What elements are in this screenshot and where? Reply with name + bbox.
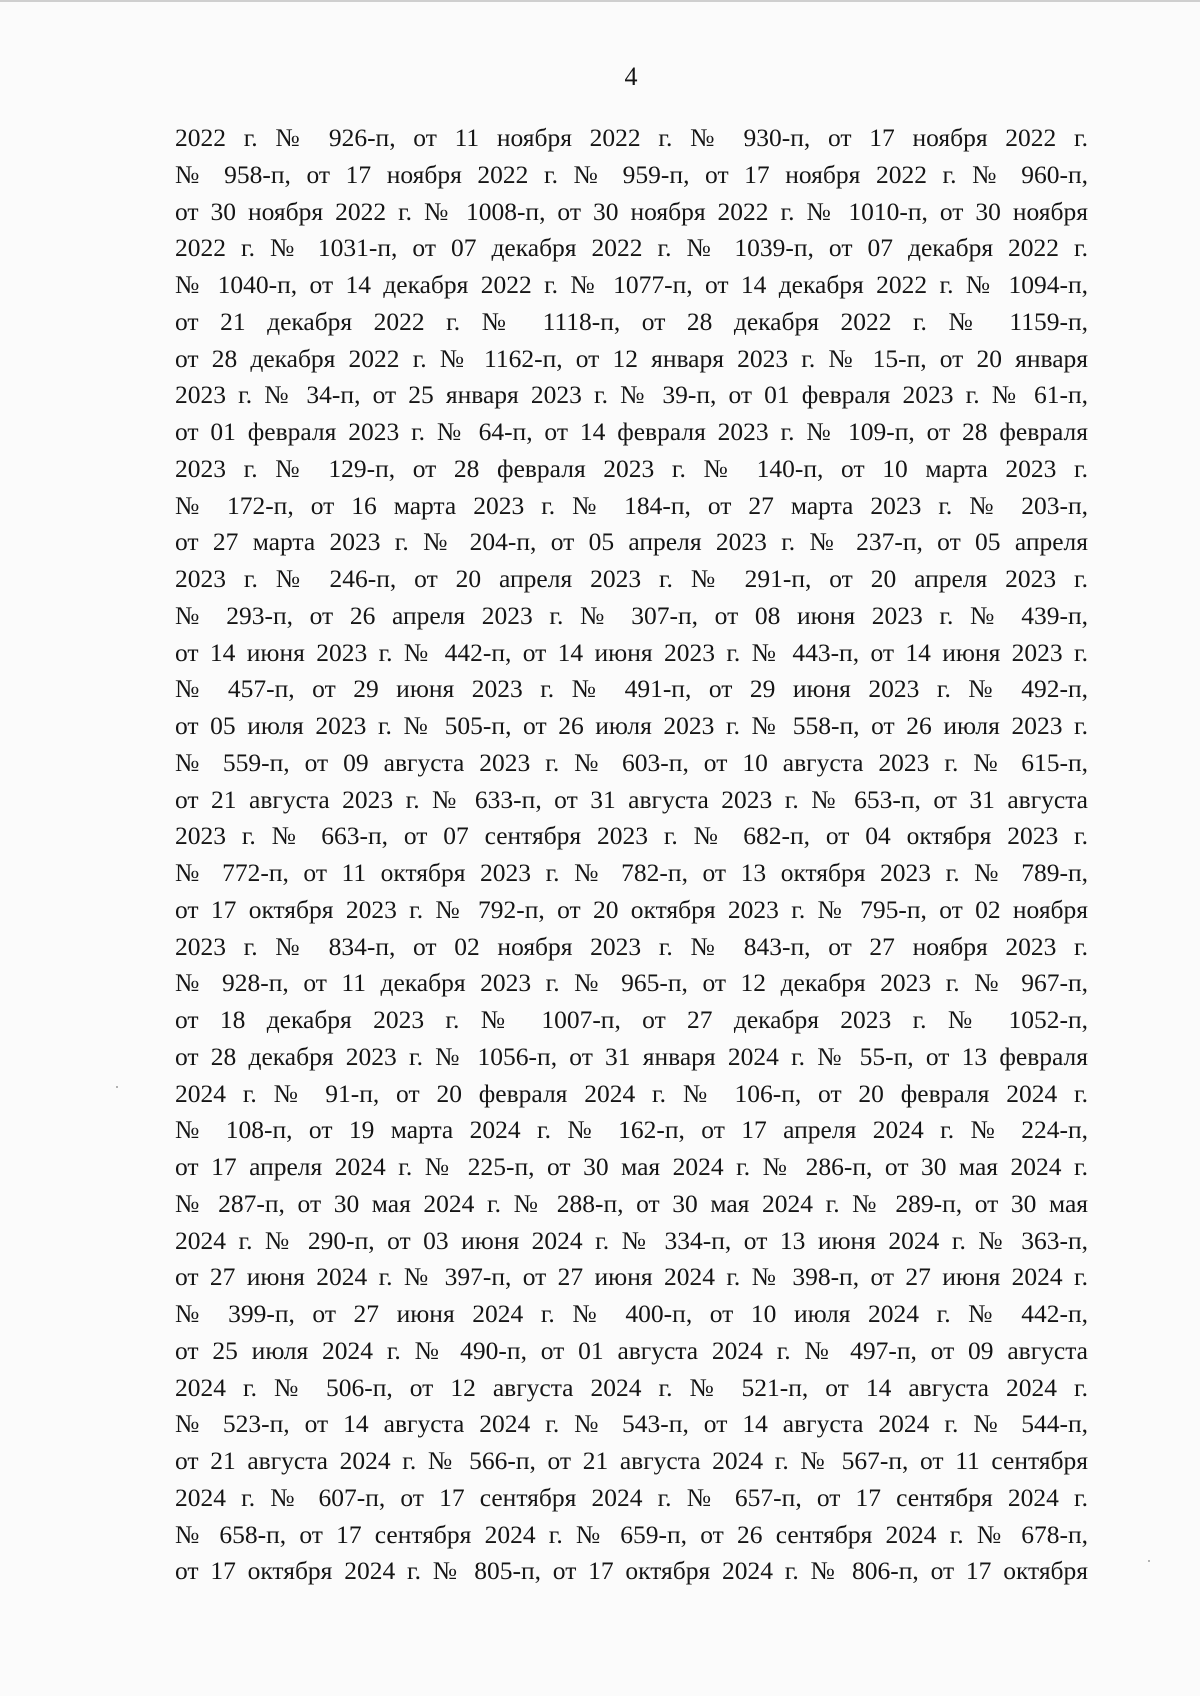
text-line: от 17 октября 2024 г. № 805-п, от 17 октября 2024 г. № 806-п, от 17 октября xyxy=(175,1556,1088,1586)
text-line: от 14 июня 2023 г. № 442-п, от 14 июня 2023 г. № 443-п, от 14 июня 2023 г. xyxy=(175,637,1088,667)
page-number: 4 xyxy=(624,62,638,91)
text-line: № 287-п, от 30 мая 2024 г. № 288-п, от 30 мая 2024 г. № 289-п, от 30 мая xyxy=(175,1188,1088,1218)
text-line: № 523-п, от 14 августа 2024 г. № 543-п, от 14 августа 2024 г. № 544-п, xyxy=(175,1409,1088,1439)
text-line: 2024 г. № 290-п, от 03 июня 2024 г. № 334-п, от 13 июня 2024 г. № 363-п, xyxy=(175,1225,1088,1255)
text-line: № 559-п, от 09 августа 2023 г. № 603-п, от 10 августа 2023 г. № 615-п, xyxy=(175,747,1088,777)
text-line: от 21 августа 2023 г. № 633-п, от 31 августа 2023 г. № 653-п, от 31 августа xyxy=(175,784,1088,814)
text-line: от 25 июля 2024 г. № 490-п, от 01 августа 2024 г. № 497-п, от 09 августа xyxy=(175,1335,1088,1365)
text-line: от 30 ноября 2022 г. № 1008-п, от 30 ноября 2022 г. № 1010-п, от 30 ноября xyxy=(175,196,1088,226)
text-line: № 1040-п, от 14 декабря 2022 г. № 1077-п, от 14 декабря 2022 г. № 1094-п, xyxy=(175,270,1088,299)
text-line: 2023 г. № 34-п, от 25 января 2023 г. № 39-п, от 01 февраля 2023 г. № 61-п, xyxy=(175,380,1088,410)
text-line: № 172-п, от 16 марта 2023 г. № 184-п, от 27 марта 2023 г. № 203-п, xyxy=(175,490,1088,520)
text-line: № 399-п, от 27 июня 2024 г. № 400-п, от 10 июля 2024 г. № 442-п, xyxy=(175,1299,1088,1328)
text-line: от 01 февраля 2023 г. № 64-п, от 14 февраля 2023 г. № 109-п, от 28 февраля xyxy=(175,417,1088,446)
text-line: от 17 октября 2023 г. № 792-п, от 20 октября 2023 г. № 795-п, от 02 ноября xyxy=(175,894,1088,924)
scan-top-edge xyxy=(0,0,1200,2)
text-line: 2023 г. № 246-п, от 20 апреля 2023 г. № 291-п, от 20 апреля 2023 г. xyxy=(175,564,1088,593)
text-line: 2022 г. № 1031-п, от 07 декабря 2022 г. № 1039-п, от 07 декабря 2022 г. xyxy=(175,233,1088,263)
text-line: от 28 декабря 2022 г. № 1162-п, от 12 января 2023 г. № 15-п, от 20 января xyxy=(175,343,1088,373)
scan-speck xyxy=(1148,1560,1150,1562)
text-line: от 21 декабря 2022 г. № 1118-п, от 28 декабря 2022 г. № 1159-п, xyxy=(175,306,1088,336)
text-line: 2023 г. № 129-п, от 28 февраля 2023 г. № 140-п, от 10 марта 2023 г. xyxy=(175,453,1088,483)
text-line: 2023 г. № 663-п, от 07 сентября 2023 г. № 682-п, от 04 октября 2023 г. xyxy=(175,821,1088,851)
text-line: 2024 г. № 607-п, от 17 сентября 2024 г. № 657-п, от 17 сентября 2024 г. xyxy=(175,1482,1088,1512)
body-text xyxy=(175,120,1088,1590)
text-line: № 928-п, от 11 декабря 2023 г. № 965-п, от 12 декабря 2023 г. № 967-п, xyxy=(175,968,1088,998)
text-line: 2024 г. № 91-п, от 20 февраля 2024 г. № 106-п, от 20 февраля 2024 г. xyxy=(175,1078,1088,1108)
text-line: от 27 марта 2023 г. № 204-п, от 05 апреля 2023 г. № 237-п, от 05 апреля xyxy=(175,527,1088,557)
scan-speck xyxy=(116,1086,118,1088)
text-line: № 658-п, от 17 сентября 2024 г. № 659-п, от 26 сентября 2024 г. № 678-п, xyxy=(175,1519,1088,1549)
text-line: № 958-п, от 17 ноября 2022 г. № 959-п, от 17 ноября 2022 г. № 960-п, xyxy=(175,159,1088,189)
text-line: № 108-п, от 19 марта 2024 г. № 162-п, от 17 апреля 2024 г. № 224-п, xyxy=(175,1115,1088,1145)
text-line: № 457-п, от 29 июня 2023 г. № 491-п, от 29 июня 2023 г. № 492-п, xyxy=(175,674,1088,704)
text-line: № 293-п, от 26 апреля 2023 г. № 307-п, от 08 июня 2023 г. № 439-п, xyxy=(175,600,1088,630)
text-line: от 05 июля 2023 г. № 505-п, от 26 июля 2023 г. № 558-п, от 26 июля 2023 г. xyxy=(175,711,1088,740)
text-line: от 21 августа 2024 г. № 566-п, от 21 августа 2024 г. № 567-п, от 11 сентября xyxy=(175,1446,1088,1475)
text-line: от 17 апреля 2024 г. № 225-п, от 30 мая 2024 г. № 286-п, от 30 мая 2024 г. xyxy=(175,1152,1088,1181)
text-line: от 28 декабря 2023 г. № 1056-п, от 31 января 2024 г. № 55-п, от 13 февраля xyxy=(175,1041,1088,1071)
text-line: от 27 июня 2024 г. № 397-п, от 27 июня 2024 г. № 398-п, от 27 июня 2024 г. xyxy=(175,1262,1088,1292)
text-line: 2023 г. № 834-п, от 02 ноября 2023 г. № 843-п, от 27 ноября 2023 г. xyxy=(175,931,1088,961)
text-line: 2022 г. № 926-п, от 11 ноября 2022 г. № 930-п, от 17 ноября 2022 г. xyxy=(175,123,1088,152)
text-line: № 772-п, от 11 октября 2023 г. № 782-п, от 13 октября 2023 г. № 789-п, xyxy=(175,858,1088,887)
text-line: 2024 г. № 506-п, от 12 августа 2024 г. № 521-п, от 14 августа 2024 г. xyxy=(175,1372,1088,1402)
text-line: от 18 декабря 2023 г. № 1007-п, от 27 декабря 2023 г. № 1052-п, xyxy=(175,1005,1088,1034)
